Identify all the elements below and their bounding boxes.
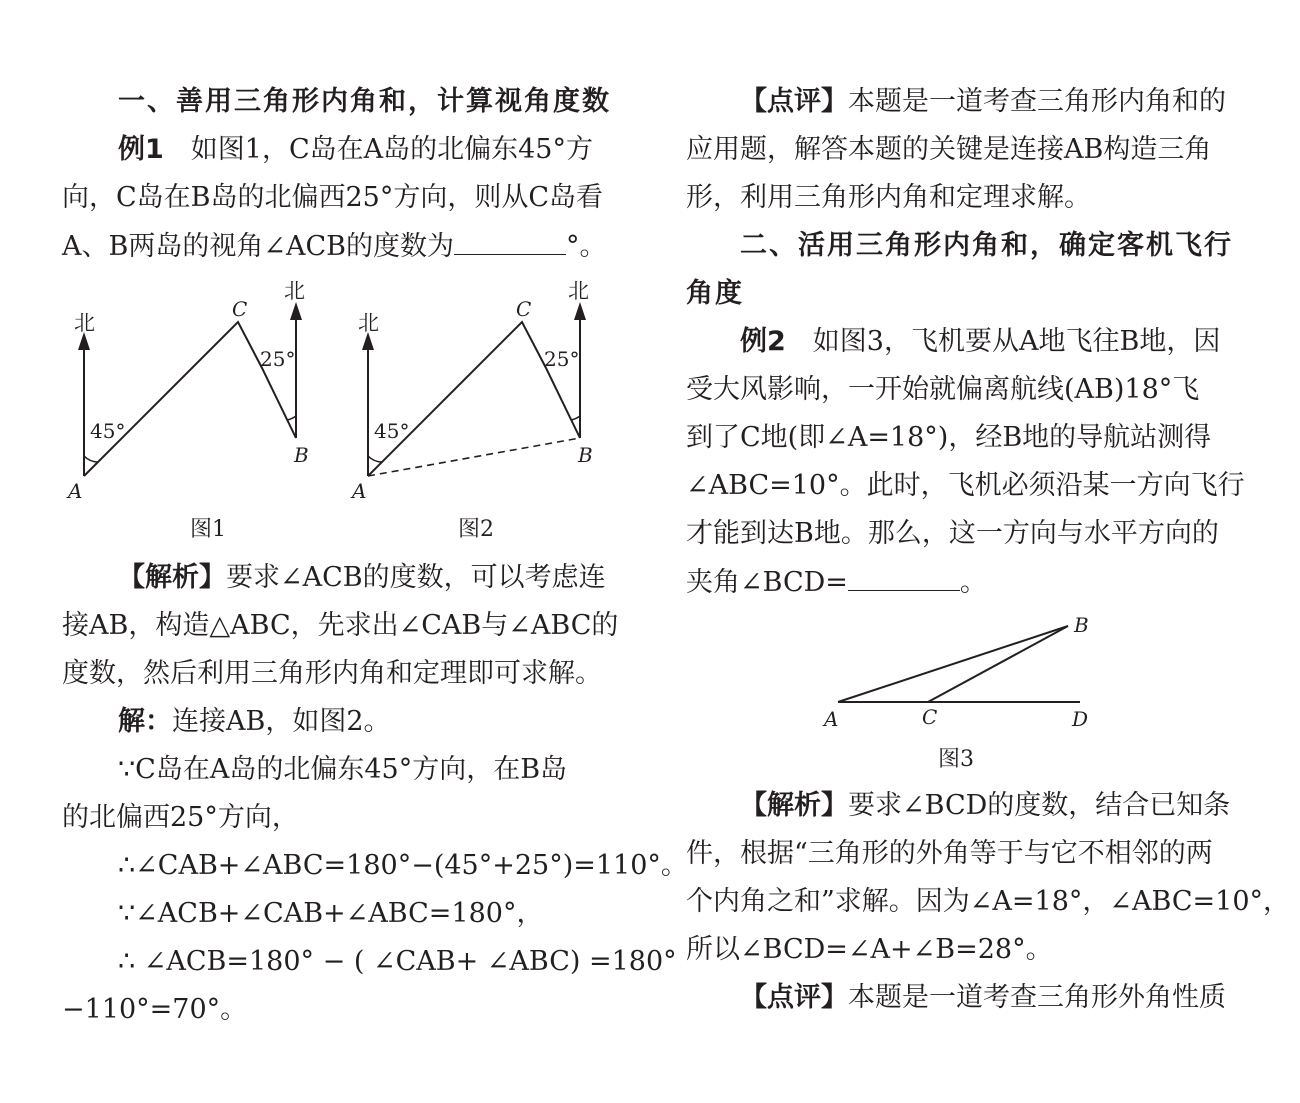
- fig3-line-cb: [928, 626, 1068, 702]
- fig2-angle-arc-a: [368, 456, 382, 462]
- solution-line-6: ∴ ∠ACB=180° − ( ∠CAB+ ∠ABC) =180°: [118, 946, 677, 977]
- fig3-point-b: B: [1074, 613, 1089, 637]
- figure-3: [800, 604, 1100, 734]
- analysis-1-line-2: 接AB，构造△ABC，先求出∠CAB与∠ABC的: [62, 610, 619, 641]
- fig1-angle-label-b: 25°: [260, 347, 296, 371]
- fig1-angle-arc-a: [84, 456, 98, 462]
- figure-2-caption: 图2: [458, 517, 494, 542]
- fig1-point-a: A: [68, 479, 83, 503]
- fig2-arrowhead-b: [574, 302, 586, 320]
- analysis-2-line-3: 个内角之和”求解。因为∠A=18°，∠ABC=10°，: [686, 886, 1291, 917]
- example-1-line-1: 例1 如图1，C岛在A岛的北偏东45°方: [118, 134, 593, 165]
- example-1-line-3: A、B两岛的视角∠ACB的度数为 °。: [62, 228, 606, 265]
- example-2-line-2: 受大风影响，一开始就偏离航线(AB)18°飞: [686, 374, 1200, 405]
- fig2-point-c: C: [516, 297, 532, 321]
- fig2-point-a: A: [352, 479, 367, 503]
- analysis-1-label: 【解析】: [118, 562, 226, 593]
- example-2-line-3: 到了C地(即∠A=18°)，经B地的导航站测得: [686, 422, 1212, 453]
- analysis-2-label: 【解析】: [740, 790, 848, 821]
- example-2-line-5: 才能到达B地。那么，这一方向与水平方向的: [686, 518, 1219, 549]
- analysis-1-line-1: 【解析】要求∠ACB的度数，可以考虑连: [118, 562, 606, 593]
- fig1-path: [84, 322, 296, 476]
- fig2-point-b: B: [578, 443, 593, 467]
- fig2-angle-label-a: 45°: [374, 419, 410, 443]
- fig1-angle-arc-b: [287, 416, 296, 420]
- answer-blank-1[interactable]: [454, 228, 566, 255]
- example-1-label: 例1: [118, 134, 164, 165]
- comment-1-line-1: 【点评】本题是一道考查三角形内角和的: [740, 86, 1226, 117]
- solution-line-1: 解：连接AB，如图2。: [118, 706, 391, 737]
- example-2-label: 例2: [740, 326, 786, 357]
- fig2-angle-arc-b: [571, 416, 580, 420]
- fig3-point-d: D: [1072, 707, 1089, 731]
- fig1-arrowhead-b: [290, 302, 302, 320]
- fig1-angle-label-a: 45°: [90, 419, 126, 443]
- example-2-line-6: 夹角∠BCD= 。: [686, 564, 987, 601]
- answer-blank-2[interactable]: [848, 564, 960, 591]
- solution-line-4: ∴∠CAB+∠ABC=180°−(45°+25°)=110°。: [118, 850, 688, 881]
- fig3-point-a: A: [824, 707, 839, 731]
- comment-2-label: 【点评】: [740, 982, 848, 1013]
- fig1-point-c: C: [232, 297, 248, 321]
- fig3-point-c: C: [922, 705, 938, 729]
- fig2-angle-label-b: 25°: [544, 347, 580, 371]
- figure-1-caption: 图1: [190, 517, 226, 542]
- right-column: [640, 0, 1300, 1103]
- solution-line-3: 的北偏西25°方向，: [62, 802, 299, 833]
- analysis-1-line-3: 度数，然后利用三角形内角和定理即可求解。: [62, 658, 602, 689]
- comment-2-line-1: 【点评】本题是一道考查三角形外角性质: [740, 982, 1226, 1013]
- section-heading-1: 一、善用三角形内角和，计算视角度数: [118, 86, 611, 117]
- fig2-path: [368, 322, 580, 476]
- fig1-point-b: B: [294, 443, 309, 467]
- solution-label: 解：: [118, 706, 172, 737]
- solution-line-7: −110°=70°。: [62, 994, 248, 1025]
- section-heading-2-line-1: 二、活用三角形内角和，确定客机飞行: [740, 230, 1233, 261]
- analysis-2-line-4: 所以∠BCD=∠A+∠B=28°。: [686, 934, 1053, 965]
- solution-line-5: ∵∠ACB+∠CAB+∠ABC=180°，: [118, 898, 544, 929]
- fig3-line-ab: [838, 626, 1068, 702]
- analysis-2-line-2: 件，根据“三角形的外角等于与它不相邻的两: [686, 838, 1213, 869]
- figure-3-caption: 图3: [938, 747, 974, 772]
- comment-1-line-3: 形，利用三角形内角和定理求解。: [686, 182, 1091, 213]
- section-heading-2-line-2: 角度: [686, 278, 744, 309]
- solution-line-2: ∵C岛在A岛的北偏东45°方向，在B岛: [118, 754, 568, 785]
- example-1-line-2: 向，C岛在B岛的北偏西25°方向，则从C岛看: [62, 182, 604, 213]
- example-2-line-4: ∠ABC=10°。此时，飞机必须沿某一方向飞行: [686, 470, 1245, 501]
- fig1-north-label-b: 北: [284, 279, 305, 303]
- analysis-2-line-1: 【解析】要求∠BCD的度数，结合已知条: [740, 790, 1231, 821]
- fig1-north-label-a: 北: [74, 311, 95, 335]
- comment-1-label: 【点评】: [740, 86, 848, 117]
- fig2-north-label-a: 北: [358, 311, 379, 335]
- fig2-north-label-b: 北: [568, 279, 589, 303]
- example-2-line-1: 例2 如图3，飞机要从A地飞往B地，因: [740, 326, 1221, 357]
- comment-1-line-2: 应用题，解答本题的关键是连接AB构造三角: [686, 134, 1212, 165]
- figure-1: [0, 270, 640, 560]
